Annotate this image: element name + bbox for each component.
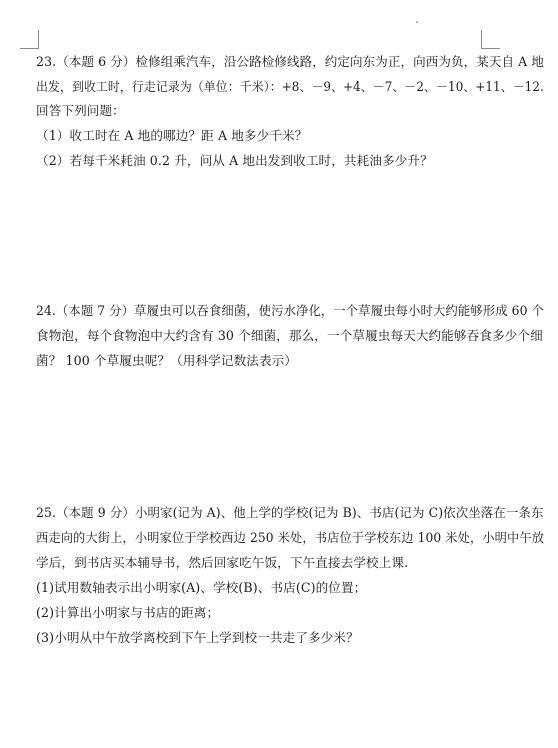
- q25-line-1: 25.（本题 9 分）小明家(记为 A)、他上学的学校(记为 B)、书店(记为 C)依次坐落在一条东: [36, 505, 544, 520]
- q24-line-2: 食物泡，每个食物泡中大约含有 30 个细菌，那么，一个草履虫每天大约能够吞食多少个细: [36, 328, 543, 343]
- q23-line-1: 23.（本题 6 分）检修组乘汽车，沿公路检修线路，约定向东为正，向西为负，某天自 A 地: [36, 54, 545, 69]
- q23-subquestion-2: （2）若每千米耗油 0.2 升，问从 A 地出发到收工时，共耗油多少升？: [36, 153, 433, 168]
- q25-subquestion-3: (3)小明从中午放学离校到下午上学到校一共走了多少米？: [36, 630, 359, 645]
- q25-line-2: 西走向的大街上，小明家位于学校西边 250 米处，书店位于学校东边 100 米处，小明中午放: [36, 530, 545, 545]
- q25-subquestion-2: (2)计算出小明家与书店的距离；: [36, 605, 220, 620]
- q25-subquestion-1: (1)试用数轴表示出小明家(A)、学校(B)、书店(C)的位置；: [36, 580, 367, 595]
- q23-line-2: 出发，到收工时，行走记录为（单位：千米）：+8、－9、+4、－7、－2、－10、+11、－12.: [36, 79, 544, 94]
- q25-line-3: 学后，到书店买本辅导书，然后回家吃午饭，下午直接去学校上课.: [36, 555, 409, 570]
- q24-line-1: 24.（本题 7 分）草履虫可以吞食细菌，使污水净化，一个草履虫每小时大约能够形成 60 个: [36, 303, 545, 318]
- q23-line-3: 回答下列问题：: [36, 103, 125, 118]
- q24-line-3: 菌？ 100 个草履虫呢？（用科学记数法表示）: [36, 353, 298, 368]
- q23-subquestion-1: （1）收工时在 A 地的哪边？距 A 地多少千米？: [36, 128, 308, 143]
